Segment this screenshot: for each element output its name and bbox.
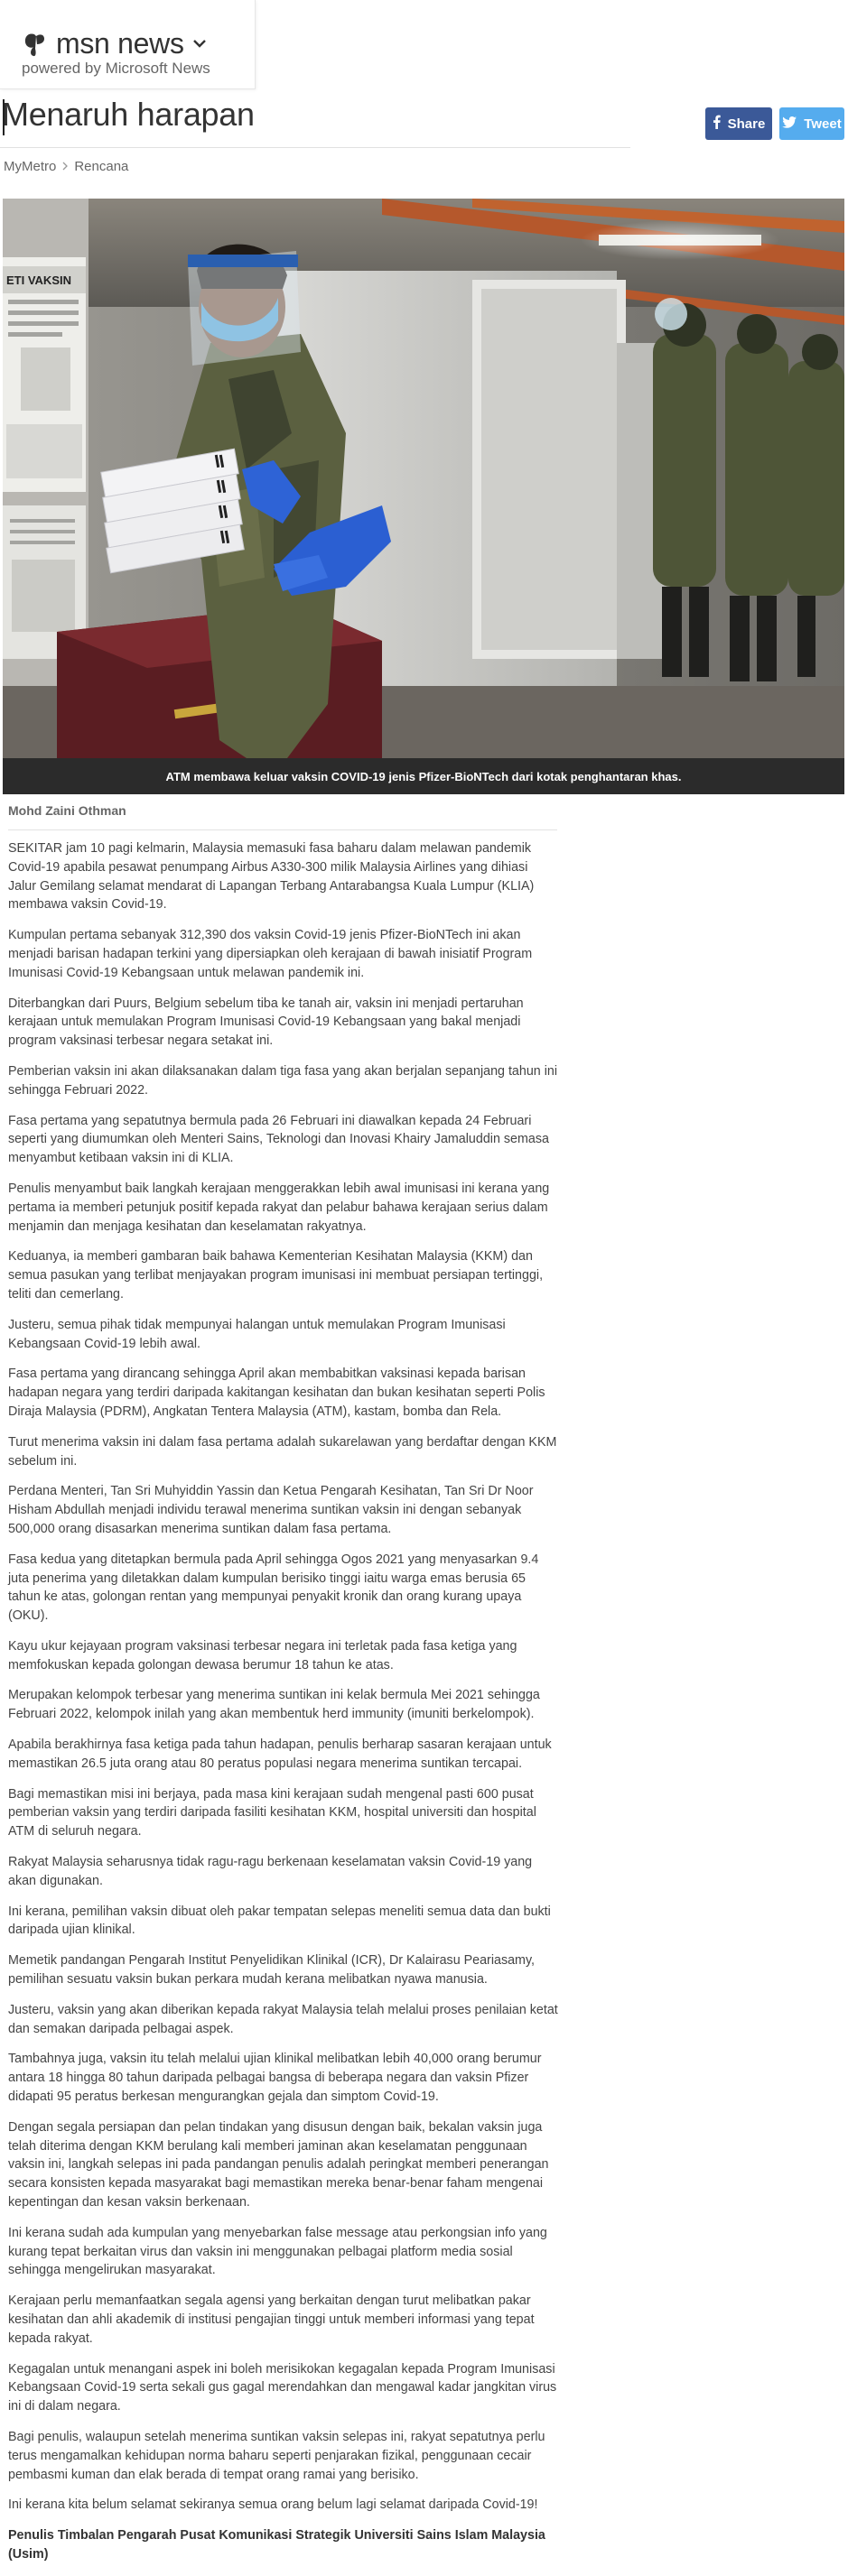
chevron-right-icon <box>62 161 68 173</box>
facebook-icon <box>713 115 721 133</box>
article-paragraph: Fasa pertama yang sepatutnya bermula pada 26 Februari ini diawalkan kepada 24 Februari seperti yang diumumkan oleh Menteri Sains, Teknologi dan Inovasi Khairy Jamaluddin semasa menyambut ketibaan vaksin ini di KLIA. <box>8 1113 549 1166</box>
article-title: Menaruh harapan <box>2 96 255 133</box>
article-paragraph: Keduanya, ia memberi gambaran baik bahawa Kementerian Kesihatan Malaysia (KKM) dan semua pasukan yang terlibat menjayakan program imunisasi ini membuat persiapan tertinggi, teliti dan cemerlang. <box>8 1249 544 1302</box>
tweet-button[interactable] <box>779 107 844 140</box>
share-label: Share <box>727 116 766 132</box>
tweet-label: Tweet <box>804 116 842 132</box>
breadcrumb-item-rencana[interactable]: Rencana <box>74 159 129 174</box>
article-paragraph: Memetik pandangan Pengarah Institut Penyelidikan Klinikal (ICR), Dr Kalairasu Peariasamy, pemilihan sesuatu vaksin bukan perkara mudah kerana melibatkan nyawa manusia. <box>8 1953 536 1988</box>
article-paragraph: Apabila berakhirnya fasa ketiga pada tahun hadapan, penulis berharap sasaran kerajaan untuk memastikan 26.5 juta orang atau 80 peratus populasi negara menerima suntikan tercapai. <box>8 1737 552 1771</box>
article-paragraph: Turut menerima vaksin ini dalam fasa pertama adalah sukarelawan yang berdaftar dengan KKM sebelum ini. <box>8 1434 557 1469</box>
article-paragraph: Merupakan kelompok terbesar yang menerima suntikan ini kelak bermula Mei 2021 sehingga Februari 2022, kelompok inilah yang akan membentuk herd immunity (imuniti berkelompok). <box>8 1688 540 1722</box>
article-paragraph: Ini kerana, pemilihan vaksin dibuat oleh pakar tempatan selepas meneliti semua data dan bukti daripada ujian klinikal. <box>8 1904 551 1938</box>
author-divider <box>8 829 557 830</box>
article-paragraph: Diterbangkan dari Puurs, Belgium sebelum tiba ke tanah air, vaksin ini menjadi pertaruhan kerajaan untuk memulakan Program Imunisasi Covid-19 Kebangsaan yang bakal menjadi program vaksinasi terbesar negara setakat ini. <box>8 996 524 1049</box>
article-paragraph: Pemberian vaksin ini akan dilaksanakan dalam tiga fasa yang akan berjalan sepanjang tahun ini sehingga Februari 2022. <box>8 1063 558 1098</box>
article-paragraph: Justeru, semua pihak tidak mempunyai halangan untuk memulakan Program Imunisasi Kebangsaan Covid-19 lebih awal. <box>8 1317 506 1351</box>
article-paragraph: Ini kerana sudah ada kumpulan yang menyebarkan false message atau perkongsian info yang kurang tepat berkaitan virus dan vaksin ini menggunakan pelbagai platform media sosial sehingga mengelirukan masyarakat. <box>8 2225 547 2278</box>
facebook-share-button[interactable] <box>705 107 772 140</box>
article-paragraph: Penulis menyambut baik langkah kerajaan menggerakkan lebih awal imunisasi ini kerana yang pertama ia memberi petunjuk positif kepada rakyat dan pelabur bahawa kerajaan serius dalam menjamin dan menjaga kesihatan dan keselamatan rakyatnya. <box>8 1181 550 1234</box>
poster-heading: ETI VAKSIN <box>6 273 71 287</box>
chevron-down-icon[interactable] <box>193 36 206 52</box>
article-paragraph: Kumpulan pertama sebanyak 312,390 dos vaksin Covid-19 jenis Pfizer-BioNTech ini akan menjadi barisan hadapan terkini yang dipersiapkan oleh kerajaan di bawah inisiatif Program Imunisasi Covid-19 Kebangsaan untuk melawan pandemik ini. <box>8 928 533 980</box>
article-paragraph: Kegagalan untuk menangani aspek ini boleh merisikokan kegagalan kepada Program Imunisasi Kebangsaan Covid-19 serta sekali gus gagal merendahkan dan mengawal kadar jangkitan virus ini di dalam negara. <box>8 2361 557 2414</box>
breadcrumb-item-mymetro[interactable]: MyMetro <box>4 159 57 174</box>
article-paragraph: SEKITAR jam 10 pagi kelmarin, Malaysia memasuki fasa baharu dalam melawan pandemik Covid-19 apabila pesawat penumpang Airbus A330-300 milik Malaysia Airlines yang dihiasi Jalur Gemilang selamat mendarat di Lapangan Terbang Antarabangsa Kuala Lumpur (KLIA) membawa vaksin Covid-19. <box>8 841 535 913</box>
article-paragraph: Kerajaan perlu memanfaatkan segala agensi yang berkaitan dengan turut melibatkan pakar kesihatan dan ahli akademik di institusi pengajian tinggi untuk memberi informasi yang tepat kepada rakyat. <box>8 2293 535 2346</box>
article-paragraph: Fasa kedua yang ditetapkan bermula pada April sehingga Ogos 2021 yang menyasarkan 9.4 juta penerima yang diletakkan dalam kumpulan berisiko tinggi iaitu warga emas berusia 65 tahun ke atas, golongan rentan yang mempunyai penyakit kronik dan orang kurang upaya (OKU). <box>8 1552 539 1624</box>
author-name: Mohd Zaini Othman <box>8 803 126 818</box>
article-hero-image <box>3 199 844 794</box>
hero-photo-illustration <box>3 199 844 794</box>
article-paragraph: Justeru, vaksin yang akan diberikan kepada rakyat Malaysia telah melalui proses penilaian ketat dan semakan daripada pelbagai aspek. <box>8 2002 558 2036</box>
title-divider <box>0 147 630 148</box>
article-paragraph: Perdana Menteri, Tan Sri Muhyiddin Yassin dan Ketua Pengarah Kesihatan, Tan Sri Dr Noor Hisham Abdullah menjadi individu terawal menerima suntikan vaksin ini dengan sebanyak 500,000 orang disasarkan menerima suntikan dalam fasa pertama. <box>8 1484 534 1536</box>
logo-text: msn news <box>56 27 184 60</box>
article-paragraph: Tambahnya juga, vaksin itu telah melalui ujian klinikal melibatkan lebih 40,000 orang berumur antara 18 hingga 80 tahun daripada pelbagai bangsa di beberapa negara dan vaksin Pfizer didapati 95 peratus berkesan mengurangkan gejala dan simptom Covid-19. <box>8 2052 542 2105</box>
article-paragraph: Bagi penulis, walaupun setelah menerima suntikan vaksin selepas ini, rakyat sepatutnya perlu terus mengamalkan kehidupan norma baharu seperti penjarakan fizikal, penggunaan cecair pembasmi kuman dan elak berada di tempat orang ramai yang berisiko. <box>8 2429 545 2482</box>
article-paragraph: Ini kerana kita belum selamat sekiranya semua orang belum lagi selamat daripada Covid-19! <box>8 2497 538 2513</box>
breadcrumb <box>4 159 128 174</box>
article-paragraph: Dengan segala persiapan dan pelan tindakan yang disusun dengan baik, bekalan vaksin juga telah diterima dengan KKM berulang kali memberi jaminan akan keselamatan penggunaan vaksin ini, langkah selepas ini pada pandangan penulis adalah peringkat memberi penerangan secara konsisten kepada masyarakat bagi memastikan mereka benar-benar faham mengenai kepentingan dan kesan vaksin berkenaan. <box>8 2119 549 2210</box>
article-paragraph: Fasa pertama yang dirancang sehingga April akan membabitkan vaksinasi kepada barisan hadapan negara yang terdiri daripada kakitangan kesihatan dan bukan kesihatan seperti Polis Diraja Malaysia (PDRM), Angkatan Tentera Malaysia (ATM), kastam, bomba dan Rela. <box>8 1367 545 1419</box>
article-body <box>8 839 559 2576</box>
butterfly-logo-icon <box>22 31 49 58</box>
article-paragraph: Kayu ukur kejayaan program vaksinasi terbesar negara ini terletak pada fasa ketiga yang memfokuskan kepada golongan dewasa berumur 18 tahun ke atas. <box>8 1638 517 1673</box>
article-paragraph: Rakyat Malaysia seharusnya tidak ragu-ragu berkenaan keselamatan vaksin Covid-19 yang akan digunakan. <box>8 1855 533 1888</box>
powered-by-text: powered by Microsoft News <box>22 60 210 77</box>
article-paragraph: Bagi memastikan misi ini berjaya, pada masa kini kerajaan sudah mengenal pasti 600 pusat pemberian vaksin yang terdiri daripada fasiliti kesihatan KKM, hospital universiti dan hospital ATM di seluruh negara. <box>8 1786 536 1839</box>
msn-news-logo-box[interactable] <box>0 0 256 89</box>
author-note: Penulis Timbalan Pengarah Pusat Komunikasi Strategik Universiti Sains Islam Malaysia (Usim) <box>8 2528 545 2562</box>
twitter-icon <box>782 116 797 132</box>
logo-row[interactable] <box>22 27 206 60</box>
image-caption: ATM membawa keluar vaksin COVID-19 jenis Pfizer-BioNTech dari kotak penghantaran khas. <box>3 758 844 794</box>
